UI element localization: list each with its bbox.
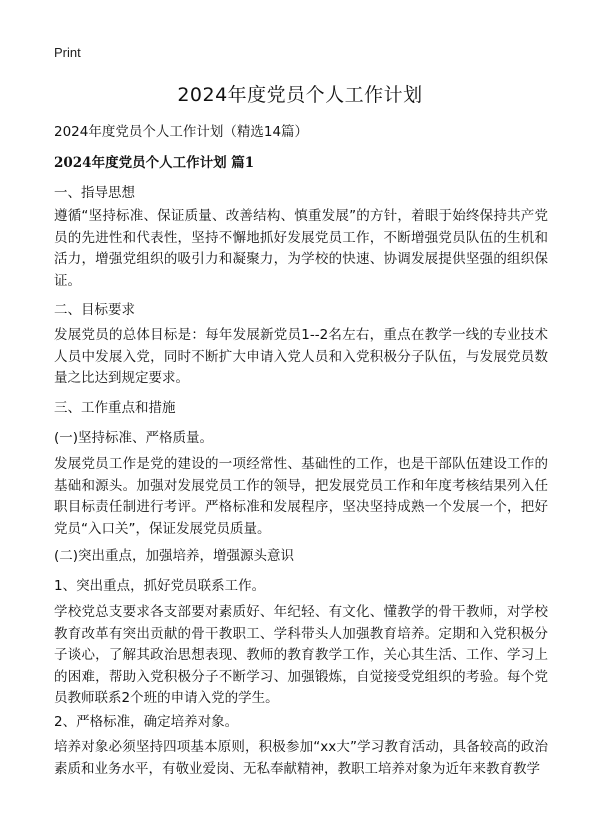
page-title: 2024年度党员个人工作计划 — [177, 84, 423, 106]
heading-training-targets: 2、严格标准，确定培养对象。 — [54, 714, 239, 730]
paragraph-training-targets: 培养对象必须坚持四项基本原则，积极参加“xx大”学习教育活动，具备较高的政治素质和业务水平，有敬业爱岗、无私奉献精神，教职工培养对象为近年来教育教学 — [54, 739, 548, 777]
heading-guiding-ideology: 一、指导思想 — [54, 185, 135, 201]
print-link[interactable]: Print — [54, 45, 81, 60]
document-subtitle: 2024年度党员个人工作计划（精选14篇） — [54, 124, 309, 140]
heading-focus-measures: 三、工作重点和措施 — [54, 400, 176, 416]
paragraph-standards-quality: 发展党员工作是党的建设的一项经常性、基础性的工作，也是干部队伍建设工作的基础和源头。加强对发展党员工作的领导，把发展党员工作和年度考核结果列入任职目标责任制进行考评。严格标准和发展程序，坚决坚持成熟一个发展一个，把好党员“入口关”，保证发展党员质量。 — [54, 456, 548, 537]
heading-goals: 二、目标要求 — [54, 302, 135, 318]
section-heading: 2024年度党员个人工作计划 篇1 — [54, 155, 255, 171]
paragraph-guiding-ideology: 遵循“坚持标准、保证质量、改善结构、慎重发展”的方针，着眼于始终保持共产党员的先进性和代表性，坚持不懈地抓好发展党员工作，不断增强党员队伍的生机和活力，增强党组织的吸引力和凝聚力，为学校的快速、协调发展提供坚强的组织保证。 — [54, 208, 548, 289]
heading-highlight-training: (二)突出重点，加强培养，增强源头意识 — [54, 548, 295, 564]
paragraph-party-liaison: 学校党总支要求各支部要对素质好、年纪轻、有文化、懂教学的骨干教师，对学校教育改革有突出贡献的骨干教职工、学科带头人加强教育培养。定期和入党积极分子谈心，了解其政治思想表现、教师的教育教学工作，关心其生活、工作、学习上的困难，帮助入党积极分子不断学习、加强锻炼，自觉接受党组织的考验。每个党员教师联系2个班的申请入党的学生。 — [54, 604, 548, 706]
heading-party-liaison: 1、突出重点，抓好党员联系工作。 — [54, 578, 266, 594]
paragraph-goals: 发展党员的总体目标是：每年发展新党员1--2名左右，重点在教学一线的专业技术人员中发展入党，同时不断扩大申请入党人员和入党积极分子队伍，与发展党员数量之比达到规定要求。 — [54, 327, 548, 386]
heading-standards-quality: (一)坚持标准、严格质量。 — [54, 430, 214, 446]
